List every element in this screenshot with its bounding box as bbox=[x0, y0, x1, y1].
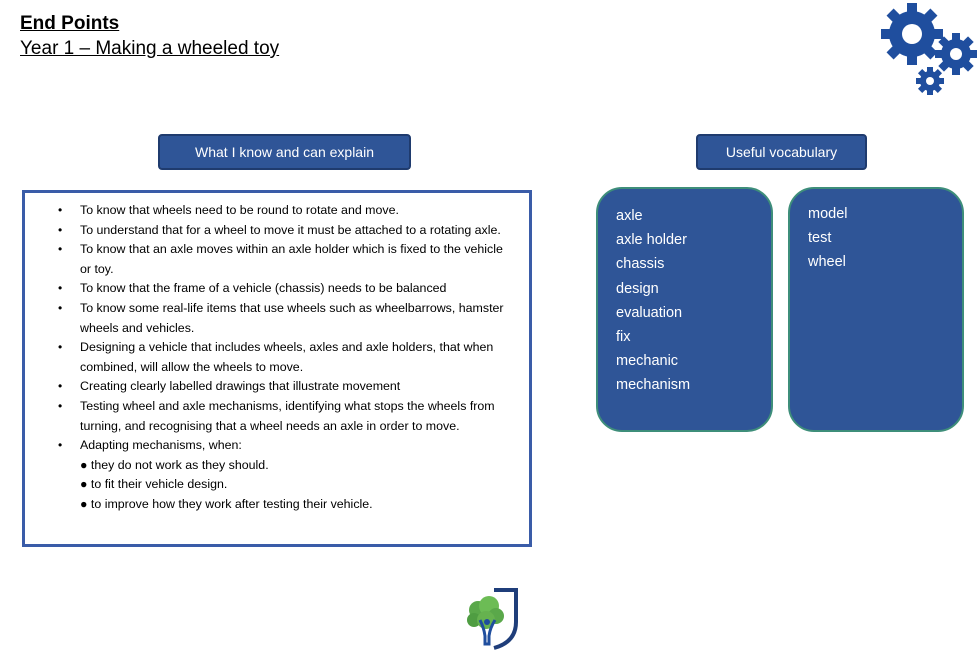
list-item: • Creating clearly labelled drawings that illustrate movement bbox=[58, 379, 401, 394]
know-panel bbox=[22, 190, 532, 547]
list-item: • To know that an axle moves within an axle holder which is fixed to the vehicle or toy. bbox=[58, 242, 503, 276]
list-item: • To know some real-life items that use wheels such as wheelbarrows, hamster wheels and vehicles. bbox=[58, 300, 504, 335]
sub-list-item: ● to fit their vehicle design. bbox=[80, 477, 228, 492]
vocab-word: design bbox=[616, 280, 659, 297]
vocab-word: axle holder bbox=[616, 232, 687, 249]
list-item: • Testing wheel and axle mechanisms, identifying what stops the wheels from turning, and recognising that a wheel needs an axle in order to move. bbox=[58, 398, 495, 433]
know-list bbox=[25, 193, 529, 456]
list-item: • Designing a vehicle that includes wheels, axles and axle holders, that when combined, will allow the wheels to move. bbox=[58, 340, 494, 374]
school-tree-logo-icon bbox=[460, 584, 522, 652]
gears-icon bbox=[878, 2, 978, 97]
vocab-heading: Useful vocabulary bbox=[696, 134, 867, 170]
know-heading: What I know and can explain bbox=[158, 134, 411, 170]
list-item: • To understand that for a wheel to move it must be attached to a rotating axle. bbox=[58, 222, 501, 237]
vocab-word: wheel bbox=[808, 254, 846, 271]
vocab-word: test bbox=[808, 230, 832, 247]
page-title: End Points bbox=[20, 13, 120, 34]
vocab-word: axle bbox=[616, 208, 643, 224]
vocab-word: fix bbox=[616, 329, 631, 346]
page-subtitle: Year 1 – Making a wheeled toy bbox=[20, 38, 280, 59]
vocab-panel-right bbox=[788, 187, 964, 432]
title-block bbox=[20, 12, 279, 62]
list-item: • Adapting mechanisms, when: bbox=[58, 438, 242, 453]
list-item: • To know that wheels need to be round to rotate and move. bbox=[58, 203, 399, 217]
list-item: • To know that the frame of a vehicle (chassis) needs to be balanced bbox=[58, 281, 447, 296]
vocab-panel-left bbox=[596, 187, 773, 432]
vocab-word: mechanism bbox=[616, 377, 691, 394]
vocab-word: evaluation bbox=[616, 304, 683, 321]
vocab-word: chassis bbox=[616, 256, 665, 273]
vocab-word: mechanic bbox=[616, 353, 679, 370]
sub-list bbox=[25, 456, 529, 515]
sub-list-item: ● they do not work as they should. bbox=[80, 457, 269, 472]
vocab-word: model bbox=[808, 206, 848, 222]
sub-list-item: ● to improve how they work after testing their vehicle. bbox=[80, 496, 373, 511]
